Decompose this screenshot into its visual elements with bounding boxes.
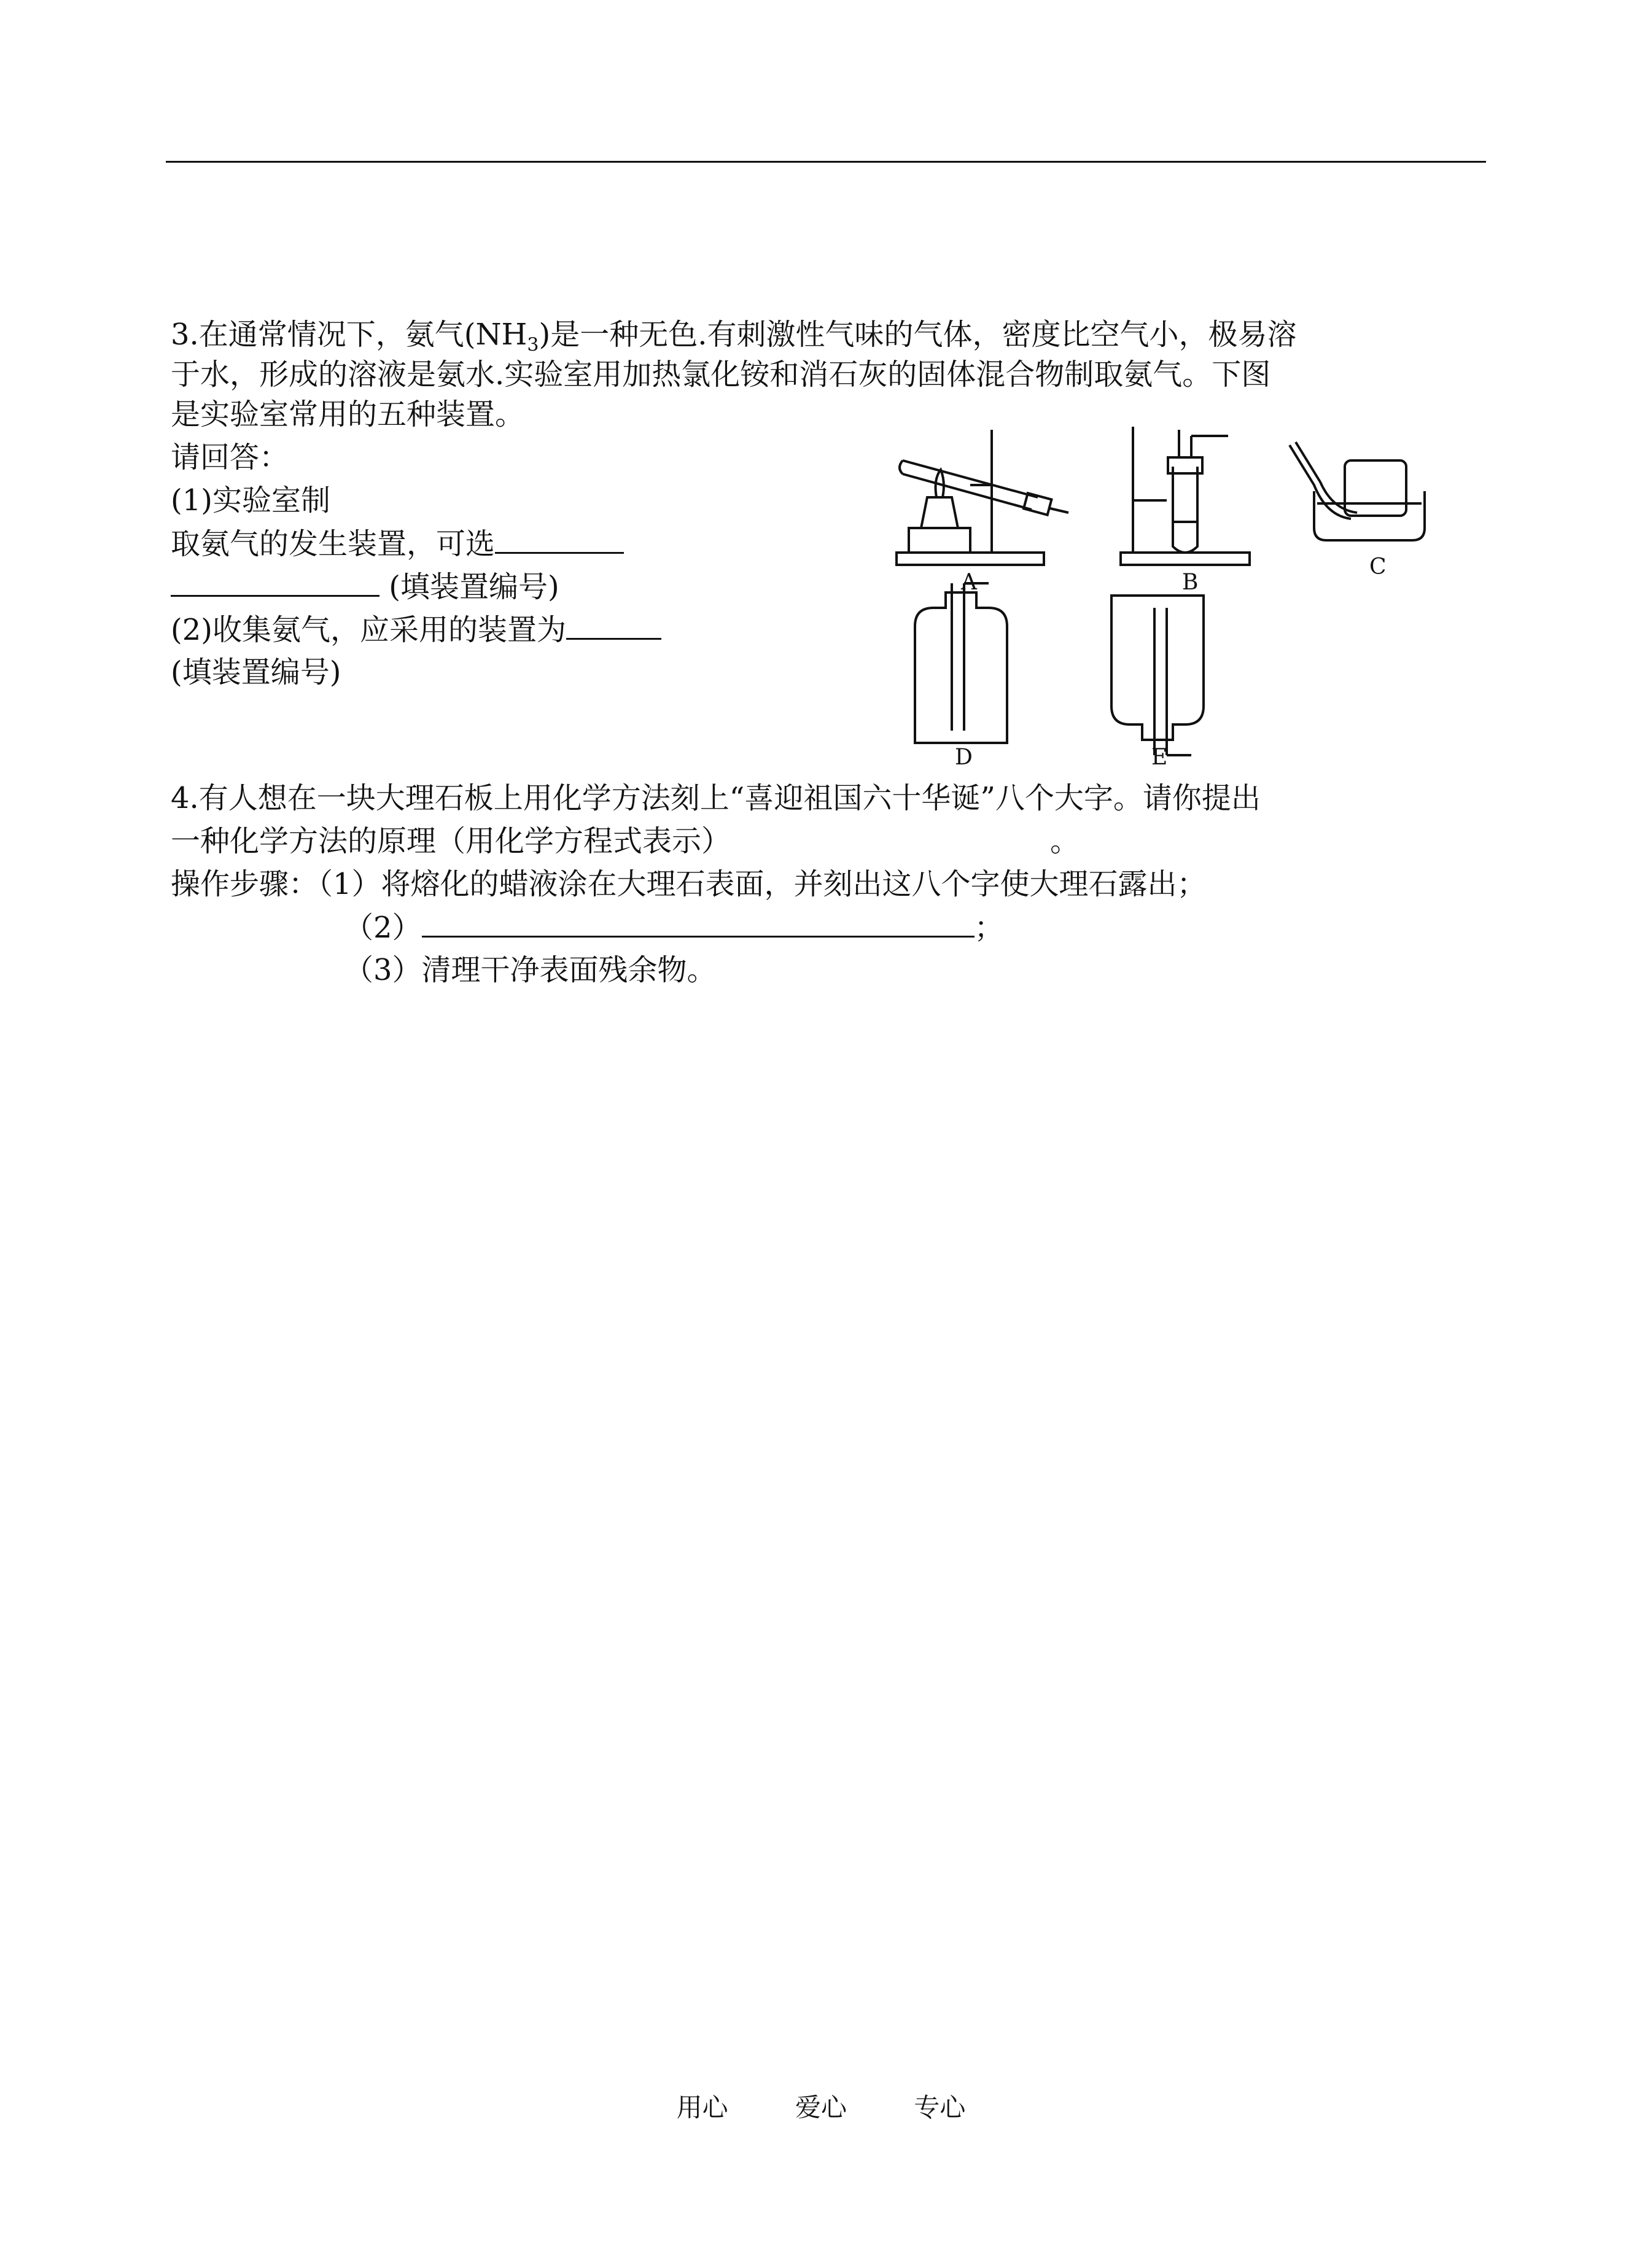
label-d: D: [955, 745, 973, 767]
q4-step2: （2） ；: [344, 909, 1004, 946]
answer-blank-2[interactable]: [566, 611, 661, 640]
q3-subscript: 3: [527, 334, 539, 356]
header-rule: [166, 161, 1486, 163]
apparatus-c-icon: [1290, 442, 1425, 540]
q4-line1: 4.有人想在一块大理石板上用化学方法刻上“喜迎祖国六十华诞”八个大字。请你提出: [171, 781, 1261, 815]
label-a: A: [961, 570, 977, 595]
q3-line1-text-b: )是一种无色.有刺激性气味的气体，密度比空气小，极易溶: [539, 317, 1297, 352]
q4-step1: 操作步骤：（1）将熔化的蜡液涂在大理石表面，并刻出这八个字使大理石露出；: [171, 867, 1207, 901]
footer-word-3: 专心: [914, 2092, 966, 2122]
q3-line1-text-a: 3.在通常情况下，氨气(NH: [171, 317, 527, 352]
apparatus-b-icon: [1121, 427, 1250, 565]
apparatus-figure: [884, 424, 1504, 767]
apparatus-a-icon: [897, 430, 1068, 565]
q3-part1-c: (填装置编号): [171, 568, 559, 605]
q3-prompt: 请回答：: [171, 440, 289, 475]
apparatus-d-icon: [915, 583, 1007, 743]
apparatus-e-icon: [1111, 596, 1204, 755]
footer-word-2: 爱心: [795, 2092, 847, 2122]
q3-line2: 于水，形成的溶液是氨水.实验室用加热氯化铵和消石灰的固体混合物制取氨气。下图: [171, 357, 1271, 392]
answer-blank-1[interactable]: [495, 525, 624, 554]
q3-part1-b: 取氨气的发生装置，可选: [171, 525, 624, 562]
answer-blank-1b[interactable]: [171, 568, 379, 597]
q3-line3: 是实验室常用的五种装置。: [171, 397, 525, 432]
label-c: C: [1369, 554, 1387, 580]
q3-part2-b: (填装置编号): [171, 655, 341, 689]
q3-part1-a: (1)实验室制: [171, 483, 330, 518]
label-e: E: [1151, 745, 1168, 767]
footer-word-1: 用心: [676, 2092, 728, 2122]
footer: [0, 2087, 1642, 2124]
answer-blank-step2[interactable]: [422, 909, 975, 938]
label-b: B: [1182, 570, 1199, 595]
q3-part2-a: (2)收集氨气，应采用的装置为: [171, 611, 661, 648]
q4-step3: （3）清理干净表面残余物。: [344, 953, 717, 987]
q4-line2: 一种化学方法的原理（用化学方程式表示） 。: [171, 824, 1080, 858]
